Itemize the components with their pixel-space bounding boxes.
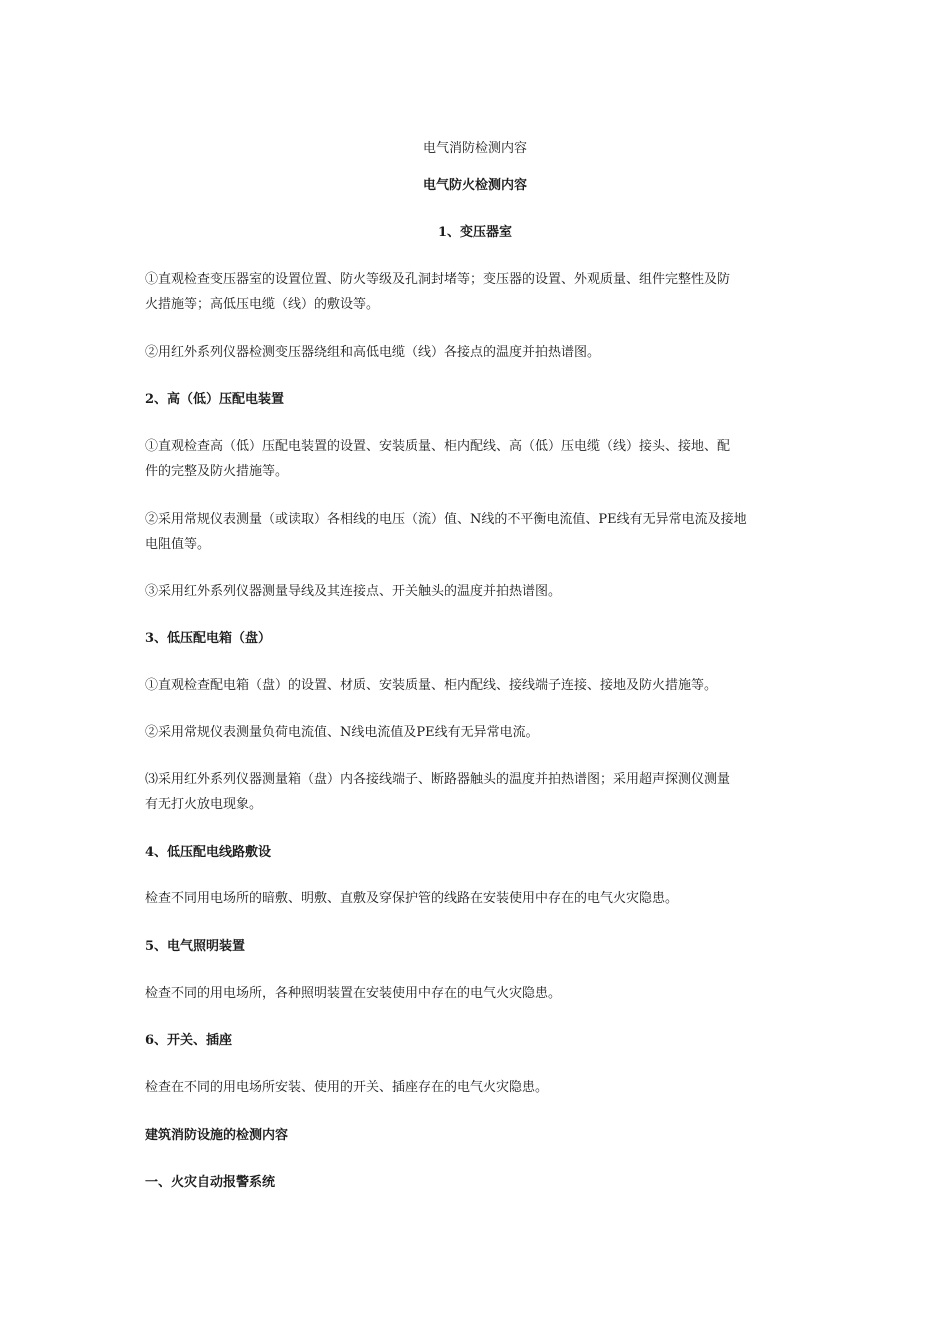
section-title-electrical-fire: 电气防火检测内容 [422,178,527,193]
paragraph-line: 检查在不同的用电场所安装、使用的开关、插座存在的电气火灾隐患。 [145,1080,549,1095]
paragraph-line: 火措施等；高低压电缆（线）的敷设等。 [145,297,380,312]
heading-building-facilities: 建筑消防设施的检测内容 [145,1128,289,1143]
heading-switchgear: 2、高（低）压配电装置 [145,392,285,407]
heading-fire-alarm-system: 一、火灾自动报警系统 [145,1175,276,1190]
paragraph-line: 件的完整及防火措施等。 [145,464,289,479]
paragraph-line: ①直观检查高（低）压配电装置的设置、安装质量、柜内配线、高（低）压电缆（线）接头、接地、配 [145,439,731,454]
paragraph-line: 检查不同用电场所的暗敷、明敷、直敷及穿保护管的线路在安装使用中存在的电气火灾隐患。 [145,891,679,906]
heading-lighting: 5、电气照明装置 [145,939,246,954]
paragraph-line: ②用红外系列仪器检测变压器绕组和高低电缆（线）各接点的温度并拍热谱图。 [145,345,601,360]
paragraph-line: 有无打火放电现象。 [145,797,263,812]
paragraph-line: ①直观检查变压器室的设置位置、防火等级及孔洞封堵等；变压器的设置、外观质量、组件完整性及防 [145,272,731,287]
paragraph-line: 电阻值等。 [145,537,211,552]
heading-switches-sockets: 6、开关、插座 [145,1033,233,1048]
heading-distribution-box: 3、低压配电箱（盘） [145,631,272,646]
paragraph-line: ③采用红外系列仪器测量导线及其连接点、开关触头的温度并拍热谱图。 [145,584,562,599]
paragraph-line: 检查不同的用电场所，各种照明装置在安装使用中存在的电气火灾隐患。 [145,986,562,1001]
paragraph-line: ②采用常规仪表测量（或读取）各相线的电压（流）值、N线的不平衡电流值、PE线有无异常电流及接地 [145,512,747,527]
paragraph-line: ①直观检查配电箱（盘）的设置、材质、安装质量、柜内配线、接线端子连接、接地及防火措施等。 [145,678,718,693]
heading-wiring: 4、低压配电线路敷设 [145,845,272,860]
document-title: 电气消防检测内容 [422,141,527,156]
heading-transformer-room: 1、变压器室 [437,225,513,240]
paragraph-line: ②采用常规仪表测量负荷电流值、N线电流值及PE线有无异常电流。 [145,725,539,740]
paragraph-line: ⑶采用红外系列仪器测量箱（盘）内各接线端子、断路器触头的温度并拍热谱图；采用超声探测仪测量 [145,772,731,787]
